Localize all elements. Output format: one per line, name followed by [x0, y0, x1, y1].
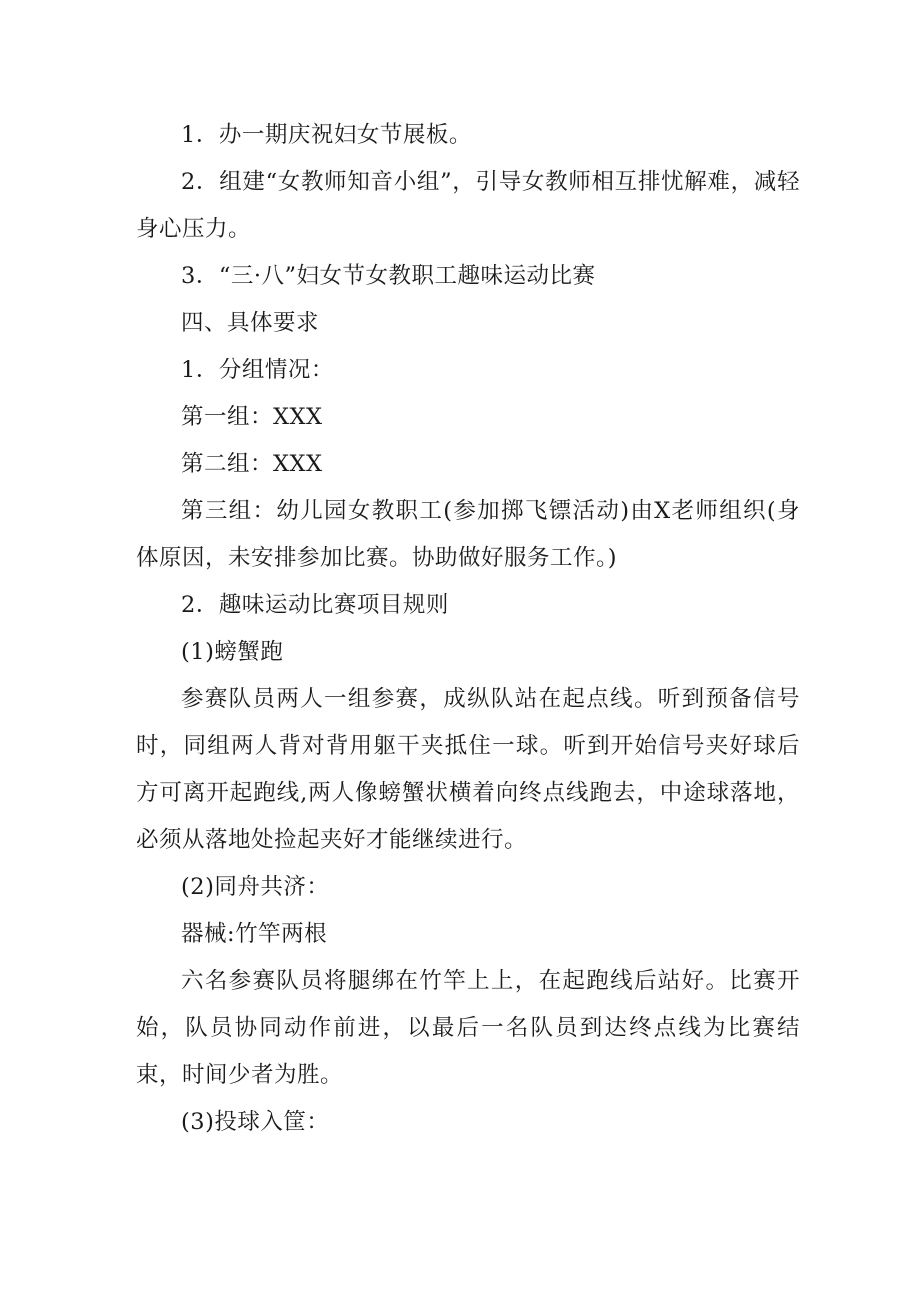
paragraph-same-boat-rules: 六名参赛队员将腿绑在竹竿上上，在起跑线后站好。比赛开始，队员协同动作前进，以最后一名队员到达终点线为比赛结束，时间少者为胜。	[136, 968, 800, 1088]
paragraph-item-1-display-board: 1．办一期庆祝妇女节展板。	[181, 122, 472, 148]
paragraph-group-2: 第二组：XXX	[181, 451, 323, 477]
paragraph-equipment: 器械:竹竿两根	[181, 921, 328, 947]
document-body	[136, 112, 800, 1146]
paragraph-item-2-support-group: 2．组建“女教师知音小组”，引导女教师相互排忧解难，减轻身心压力。	[136, 169, 800, 242]
paragraph-crab-run-title: (1)螃蟹跑	[181, 639, 284, 665]
paragraph-basket-toss-title: (3)投球入筐：	[181, 1109, 330, 1135]
paragraph-item-3-sports-contest: 3．“三·八”妇女节女教职工趣味运动比赛	[181, 263, 596, 289]
paragraph-grouping: 1．分组情况：	[181, 357, 334, 383]
paragraph-same-boat-title: (2)同舟共济：	[181, 874, 330, 900]
paragraph-contest-rules: 2．趣味运动比赛项目规则	[181, 592, 449, 618]
paragraph-crab-run-rules: 参赛队员两人一组参赛，成纵队站在起点线。听到预备信号时，同组两人背对背用躯干夹抵住一球。听到开始信号夹好球后方可离开起跑线,两人像螃蟹状横着向终点线跑去，中途球落地，必须从落地处捡起夹好才能继续进行。	[136, 686, 800, 853]
paragraph-group-1: 第一组：XXX	[181, 404, 323, 430]
paragraph-group-3: 第三组：幼儿园女教职工(参加掷飞镖活动)由X老师组织(身体原因，未安排参加比赛。协助做好服务工作。)	[136, 498, 800, 571]
section-heading-requirements: 四、具体要求	[181, 310, 320, 336]
